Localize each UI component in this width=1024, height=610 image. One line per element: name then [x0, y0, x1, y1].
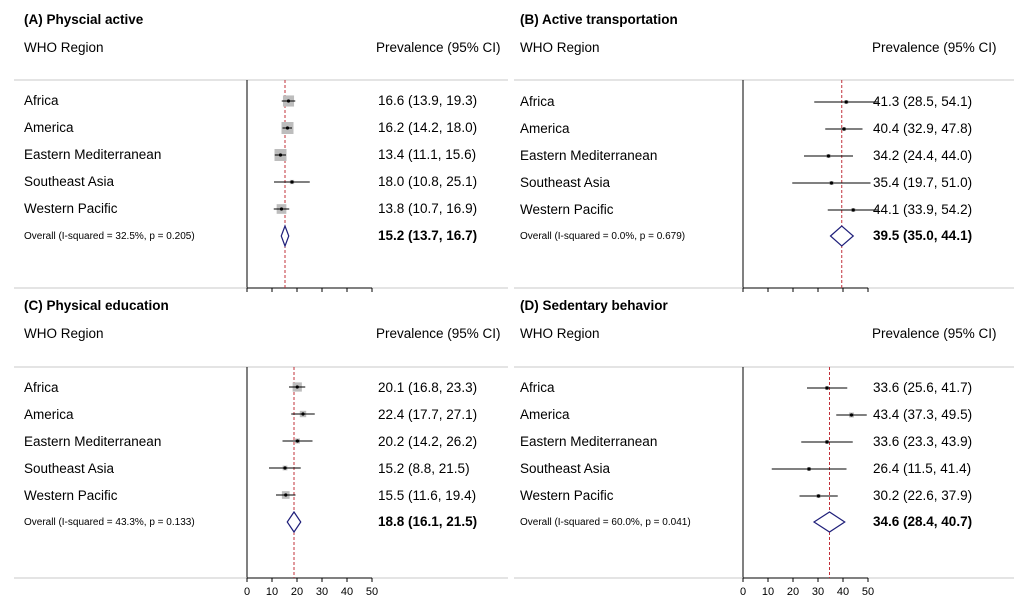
panel-d-row-label: Eastern Mediterranean [520, 434, 658, 449]
panel-a-row-ci: 13.8 (10.7, 16.9) [378, 201, 478, 216]
panel-b-row-ci: 40.4 (32.9, 47.8) [873, 121, 973, 136]
panel-d-row-ci: 26.4 (11.5, 41.4) [873, 461, 972, 476]
panel-c-tick-label: 10 [265, 586, 279, 598]
panel-b-point-estimate [852, 208, 855, 211]
panel-b-point-estimate [827, 154, 830, 157]
panel-c-tick-label: 40 [340, 586, 354, 598]
panel-b-row-ci: 35.4 (19.7, 51.0) [873, 175, 973, 190]
panel-c-row-label: Western Pacific [24, 488, 118, 503]
panel-d-row-label: Africa [520, 380, 555, 395]
panel-a-point-estimate [279, 153, 282, 156]
panel-c-row-label: Southeast Asia [24, 461, 115, 476]
panel-a-point-estimate [286, 126, 289, 129]
panel-d-point-estimate [825, 386, 828, 389]
panel-d-row-label: Southeast Asia [520, 461, 611, 476]
panel-c-row-label: Africa [24, 380, 59, 395]
panel-c-point-estimate [283, 466, 286, 469]
panel-d-point-estimate [807, 467, 810, 470]
panel-b-row-label: Southeast Asia [520, 175, 611, 190]
panel-a-overall-label: Overall (I-squared = 32.5%, p = 0.205) [24, 231, 195, 242]
panel-b-overall-ci: 39.5 (35.0, 44.1) [873, 228, 973, 243]
panel-a-point-estimate [290, 180, 293, 183]
panel-a-point-estimate [280, 207, 283, 210]
panel-c-point-estimate [296, 385, 299, 388]
panel-d-row-label: Western Pacific [520, 488, 614, 503]
panel-b-point-estimate [842, 127, 845, 130]
panel-c-row-ci: 22.4 (17.7, 27.1) [378, 407, 478, 422]
panel-d-row-ci: 30.2 (22.6, 37.9) [873, 488, 973, 503]
panel-b-row-label: Africa [520, 94, 555, 109]
panel-c-row-label: Eastern Mediterranean [24, 434, 162, 449]
panel-a-title: (A) Physcial active [24, 12, 144, 27]
panel-b-row-label: America [520, 121, 570, 136]
panel-b-row-ci: 34.2 (24.4, 44.0) [873, 148, 973, 163]
panel-c-header-left: WHO Region [24, 326, 104, 341]
panel-b-header-left: WHO Region [520, 40, 600, 55]
panel-d-tick-label: 50 [861, 586, 875, 598]
panel-c-point-estimate [301, 412, 304, 415]
panel-b-row-label: Eastern Mediterranean [520, 148, 658, 163]
panel-a-row-ci: 18.0 (10.8, 25.1) [378, 174, 478, 189]
panel-a-row-ci: 16.6 (13.9, 19.3) [378, 93, 478, 108]
panel-c-tick-label: 30 [315, 586, 329, 598]
panel-b-title: (B) Active transportation [520, 12, 678, 27]
panel-d-title: (D) Sedentary behavior [520, 298, 668, 313]
panel-b-header-right: Prevalence (95% CI) [872, 40, 997, 55]
panel-c-row-ci: 15.2 (8.8, 21.5) [378, 461, 470, 476]
panel-c-point-estimate [284, 493, 287, 496]
panel-c-row-ci: 20.1 (16.8, 23.3) [378, 380, 478, 395]
panel-a-row-label: Western Pacific [24, 201, 118, 216]
panel-d-row-ci: 43.4 (37.3, 49.5) [873, 407, 973, 422]
panel-c-header-right: Prevalence (95% CI) [376, 326, 501, 341]
panel-d-overall-ci: 34.6 (28.4, 40.7) [873, 514, 973, 529]
panel-c-overall-diamond [287, 512, 301, 532]
panel-c-row-label: America [24, 407, 74, 422]
panel-a-row-label: Eastern Mediterranean [24, 147, 162, 162]
panel-d-tick-label: 20 [786, 586, 800, 598]
panel-a-row-label: Southeast Asia [24, 174, 115, 189]
panel-d-overall-diamond [814, 512, 845, 532]
panel-d-header-right: Prevalence (95% CI) [872, 326, 997, 341]
panel-c-overall-label: Overall (I-squared = 43.3%, p = 0.133) [24, 517, 195, 528]
panel-a-point-estimate [287, 99, 290, 102]
panel-b-point-estimate [845, 100, 848, 103]
panel-a-row-ci: 16.2 (14.2, 18.0) [378, 120, 478, 135]
panel-d-row-ci: 33.6 (23.3, 43.9) [873, 434, 973, 449]
panel-d-tick-label: 40 [836, 586, 850, 598]
panel-a-row-ci: 13.4 (11.1, 15.6) [378, 147, 477, 162]
panel-c-overall-ci: 18.8 (16.1, 21.5) [378, 514, 478, 529]
panel-a-header-right: Prevalence (95% CI) [376, 40, 501, 55]
panel-b-overall-diamond [831, 226, 854, 246]
panel-c-row-ci: 20.2 (14.2, 26.2) [378, 434, 478, 449]
panel-d-point-estimate [817, 494, 820, 497]
panel-a-row-label: Africa [24, 93, 59, 108]
panel-c-tick-label: 50 [365, 586, 379, 598]
panel-d-tick-label: 0 [739, 586, 747, 598]
panel-b-point-estimate [830, 181, 833, 184]
panel-a-row-label: America [24, 120, 74, 135]
panel-d-tick-label: 30 [811, 586, 825, 598]
panel-c-point-estimate [296, 439, 299, 442]
panel-a-overall-ci: 15.2 (13.7, 16.7) [378, 228, 478, 243]
panel-d-point-estimate [825, 440, 828, 443]
panel-d-header-left: WHO Region [520, 326, 600, 341]
panel-b-row-ci: 44.1 (33.9, 54.2) [873, 202, 973, 217]
panel-d-row-label: America [520, 407, 570, 422]
panel-c-tick-label: 20 [290, 586, 304, 598]
panel-a-overall-diamond [281, 226, 289, 246]
panel-a-header-left: WHO Region [24, 40, 104, 55]
panel-b-row-label: Western Pacific [520, 202, 614, 217]
panel-d-point-estimate [850, 413, 853, 416]
panel-d-row-ci: 33.6 (25.6, 41.7) [873, 380, 973, 395]
panel-b-overall-label: Overall (I-squared = 0.0%, p = 0.679) [520, 231, 686, 242]
panel-c-row-ci: 15.5 (11.6, 19.4) [378, 488, 477, 503]
panel-c-tick-label: 0 [243, 586, 251, 598]
panel-b-row-ci: 41.3 (28.5, 54.1) [873, 94, 973, 109]
panel-d-overall-label: Overall (I-squared = 60.0%, p = 0.041) [520, 517, 691, 528]
panel-d-tick-label: 10 [761, 586, 775, 598]
panel-c-title: (C) Physical education [24, 298, 169, 313]
